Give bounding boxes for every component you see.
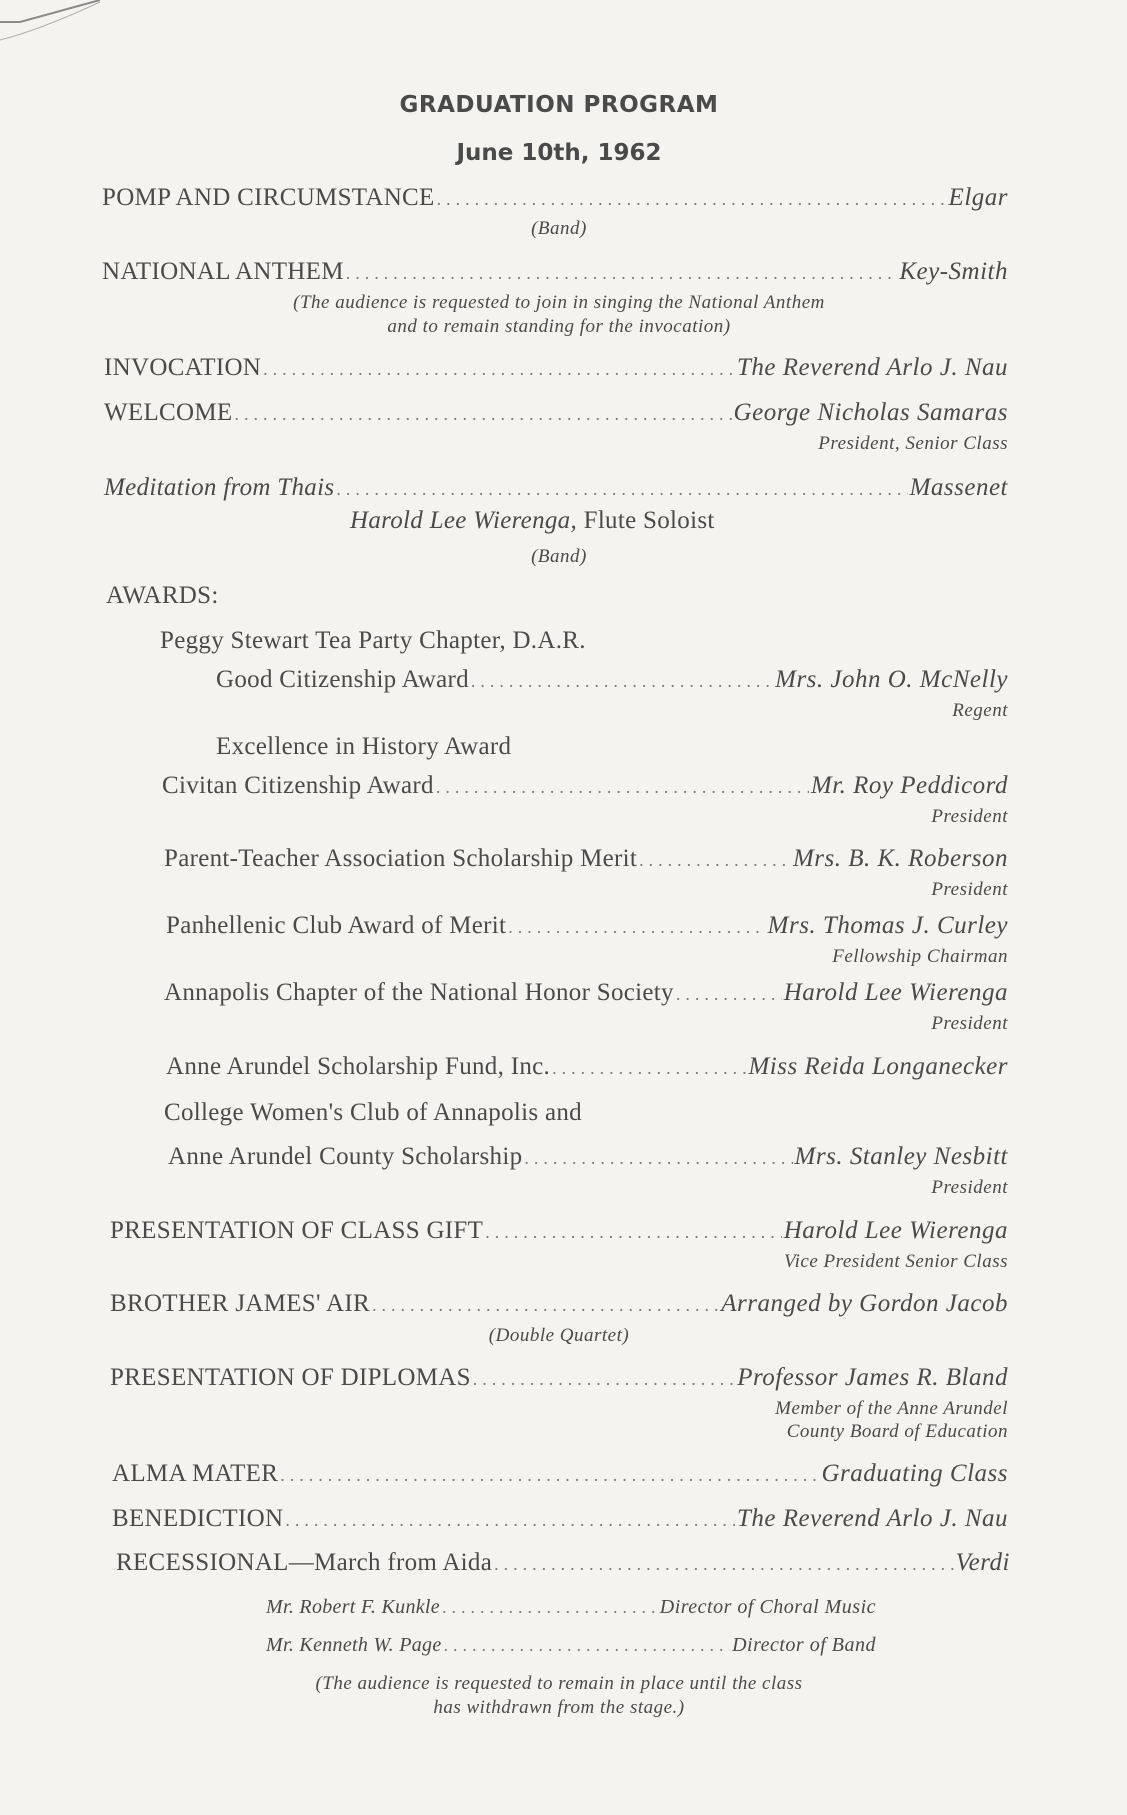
leader-dots [442,1597,658,1618]
program-date: June 10th, 1962 [456,140,662,166]
item-title: Member of the Anne Arundel [775,1398,1008,1419]
item-title: President [931,1013,1008,1034]
closing-note: has withdrawn from the stage.) [433,1697,685,1718]
soloist-role: Flute Soloist [583,507,715,534]
item-value: Mrs. John O. McNelly [775,666,1008,693]
program-item-anthem [102,258,1008,286]
award-college-women: College Women's Club of Annapolis and [164,1099,582,1126]
item-label: Meditation from Thais [104,474,335,501]
leader-dots [508,917,765,938]
award-good-citizenship [216,666,1008,694]
leader-dots [485,1222,781,1243]
program-item-pomp [102,184,1008,212]
item-label: Annapolis Chapter of the National Honor Society [164,979,674,1006]
leader-dots [234,404,731,425]
leader-dots [524,1148,792,1169]
item-label: POMP AND CIRCUMSTANCE [102,184,435,211]
program-item-meditation [104,474,1008,502]
item-value: Harold Lee Wierenga [783,979,1008,1006]
awards-heading: AWARDS: [106,582,219,609]
item-label: PRESENTATION OF CLASS GIFT [110,1217,484,1244]
item-label: Anne Arundel County Scholarship [168,1143,523,1170]
leader-dots [676,984,782,1005]
program-item-welcome [104,399,1008,427]
item-label: Parent-Teacher Association Scholarship Merit [164,845,638,872]
leader-dots [280,1465,819,1486]
item-value: Massenet [909,474,1008,501]
program-item-diplomas [110,1364,1008,1392]
leader-dots [639,850,791,871]
leader-dots [346,263,898,284]
item-value: Miss Reida Longanecker [748,1053,1008,1080]
item-note: (Band) [531,546,587,567]
item-label: INVOCATION [104,354,262,381]
credit-band [266,1634,876,1657]
leader-dots [263,359,735,380]
award-panhellenic [166,912,1008,940]
leader-dots [336,479,907,500]
item-label: ALMA MATER [112,1460,279,1487]
item-value: Mrs. B. K. Roberson [792,845,1008,872]
item-title: President [931,879,1008,900]
program-item-benediction [112,1505,1008,1533]
program-item-alma-mater [112,1460,1008,1488]
item-title: President, Senior Class [818,433,1008,454]
item-value: George Nicholas Samaras [733,399,1008,426]
leader-dots [471,671,773,692]
leader-dots [372,1295,719,1316]
item-label: BENEDICTION [112,1505,284,1532]
soloist-name: Harold Lee Wierenga, [350,507,578,534]
item-label: PRESENTATION OF DIPLOMAS [110,1364,471,1391]
item-label: NATIONAL ANTHEM [102,258,344,285]
program-item-recessional [116,1549,1010,1577]
item-title: Regent [952,700,1008,721]
item-label: Good Citizenship Award [216,666,469,693]
item-title: County Board of Education [786,1421,1008,1442]
item-value: Arranged by Gordon Jacob [721,1290,1008,1317]
award-sponsor-dar: Peggy Stewart Tea Party Chapter, D.A.R. [160,627,586,654]
item-value: The Reverend Arlo J. Nau [737,354,1008,381]
item-note: (The audience is requested to join in singing the National Anthem [293,292,825,313]
item-value: Professor James R. Bland [737,1364,1008,1391]
item-value: Mrs. Thomas J. Curley [767,912,1008,939]
leader-dots [444,1635,731,1656]
item-title: President [931,1177,1008,1198]
item-title: Fellowship Chairman [832,946,1008,967]
item-value: Harold Lee Wierenga [783,1217,1008,1244]
closing-note: (The audience is requested to remain in place until the class [315,1673,803,1694]
award-scholarship-fund [166,1053,1008,1081]
item-value: The Reverend Arlo J. Nau [737,1505,1008,1532]
leader-dots [436,777,809,798]
item-label: WELCOME [104,399,233,426]
award-pta [164,845,1008,873]
credit-choral [266,1596,876,1619]
program-item-class-gift [110,1217,1008,1245]
leader-dots [552,1058,746,1079]
leader-dots [437,189,947,210]
award-county-scholarship [168,1143,1008,1171]
item-note: (Band) [531,218,587,239]
item-label: BROTHER JAMES' AIR [110,1290,370,1317]
program-item-invocation [104,354,1008,382]
item-title: President [931,806,1008,827]
credit-name: Mr. Robert F. Kunkle [266,1596,440,1618]
award-history: Excellence in History Award [216,733,512,760]
credit-role: Director of Band [732,1634,876,1656]
item-title: Vice President Senior Class [783,1251,1008,1272]
credit-role: Director of Choral Music [659,1596,876,1618]
item-label: RECESSIONAL—March from Aida [116,1549,493,1576]
award-honor-society [164,979,1008,1007]
program-item-brother-james [110,1290,1008,1318]
item-note: (Double Quartet) [488,1325,630,1346]
item-value: Mr. Roy Peddicord [810,772,1008,799]
credit-name: Mr. Kenneth W. Page [266,1634,442,1656]
item-value: Verdi [955,1549,1010,1576]
leader-dots [473,1369,735,1390]
program-title: GRADUATION PROGRAM [399,92,719,118]
item-label: Panhellenic Club Award of Merit [166,912,507,939]
item-value: Mrs. Stanley Nesbitt [794,1143,1008,1170]
item-value: Graduating Class [821,1460,1008,1487]
item-value: Elgar [948,184,1008,211]
item-note: and to remain standing for the invocation) [387,316,731,337]
item-label: Anne Arundel Scholarship Fund, Inc. [166,1053,551,1080]
soloist-line [350,507,715,535]
item-label: Civitan Citizenship Award [162,772,434,799]
program-page [100,0,1018,1815]
award-civitan [162,772,1008,800]
leader-dots [285,1510,735,1531]
leader-dots [494,1554,954,1575]
item-value: Key-Smith [899,258,1008,285]
